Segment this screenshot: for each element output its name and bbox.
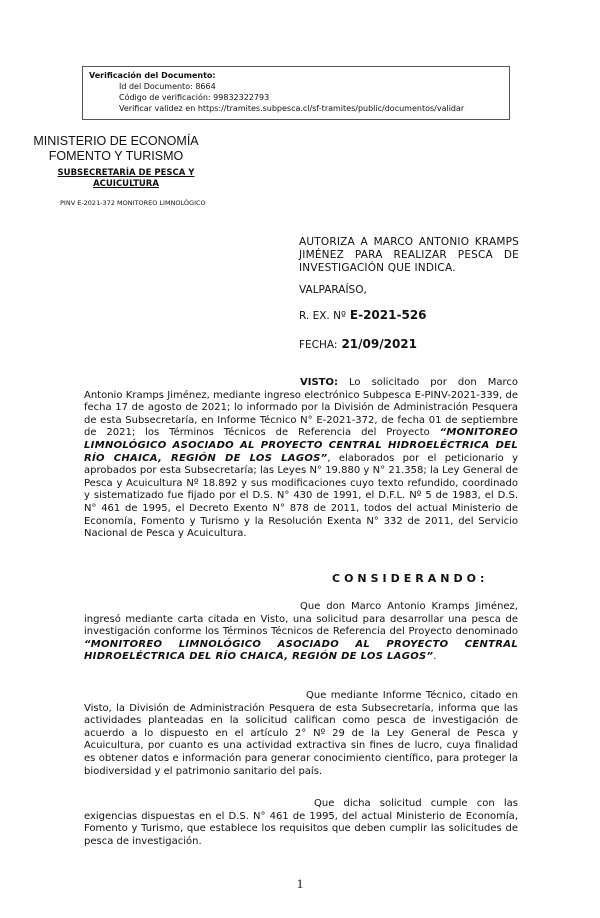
- rex-value: E-2021-526: [349, 308, 427, 322]
- considerando-paragraph-2: [84, 690, 518, 778]
- visto-paragraph: [84, 377, 518, 541]
- considerando-paragraph-3: [84, 798, 518, 848]
- considerando-1-project: “MONITOREO LIMNOLÓGICO ASOCIADO AL PROYECTO CENTRAL HIDROELÉCTRICA DEL RÍO CHAICA, REGIÓN DE LOS LAGOS”: [84, 638, 518, 663]
- considerando-3-text: Que dicha solicitud cumple con las exigencias dispuestas en el D.S. N° 461 de 1995, del actual Ministerio de Economía, Fomento y Turismo, que establece los requisitos que deben cumplir las solicitudes de pesca de investigación.: [84, 798, 518, 847]
- considerando-1-text: Que don Marco Antonio Kramps Jiménez, ingresó mediante carta citada en Visto, una solicitud para desarrollar una pesca de investigación conforme los Términos Técnicos de Referencia del Proyecto denominado: [84, 601, 518, 638]
- place: VALPARAÍSO,: [299, 284, 367, 296]
- verification-list: [89, 81, 503, 114]
- visto-text-a: Lo solicitado por don Marco Antonio Kramps Jiménez, mediante ingreso electrónico Subpesca E-PINV-2021-339, de fecha 17 de agosto de 2021; lo informado por la División de Administración Pesquera de esta Subsecretaría, en Informe Técnico N° E-2021-372, de fecha 01 de septiembre de 2021; los Términos Técnicos de Referencia del Proyecto: [84, 377, 518, 439]
- ministry-name: [30, 134, 202, 164]
- resolution-number: [299, 308, 427, 322]
- document-id: • Id del Documento: 8664: [119, 81, 503, 92]
- considerando-2-text: Que mediante Informe Técnico, citado en Visto, la División de Administración Pesquera de esta Subsecretaría, informa que las actividades planteadas en la solicitud califican como pesca de investigación de acuerdo a lo dispuesto en el artículo 2° Nº 29 de la Ley General de Pesca y Acuicultura, por cuanto es una actividad extractiva sin fines de lucro, cuya finalidad es obtener datos e información para generar conocimiento científico, para proteger la biodiversidad y el patrimonio sanitario del país.: [84, 690, 518, 777]
- ministry-line-1: MINISTERIO DE ECONOMÍA: [33, 134, 199, 148]
- page-number: 1: [296, 876, 304, 891]
- verification-url[interactable]: • Verificar validez en https://tramites.subpesca.cl/sf-tramites/public/documentos/validar: [119, 103, 503, 114]
- visto-text-b: , elaborados por el peticionario y aprobados por esta Subsecretaría; las Leyes N° 19.880 y N° 21.358; la Ley General de Pesca y Acuicultura Nº 18.892 y sus modificaciones cuyo texto refundido, coordinado y sistematizado fue fijado por el D.S. N° 430 de 1991, el D.F.L. Nº 5 de 1983, el D.S. N° 461 de 1995, el Decreto Exento N° 878 de 2011, todos del actual Ministerio de Economía, Fomento y Turismo y la Resolución Exenta N° 332 de 2011, del Servicio Nacional de Pesca y Acuicultura.: [84, 452, 518, 540]
- subsecretaria-name: SUBSECRETARÍA DE PESCA Y ACUICULTURA: [57, 168, 195, 189]
- rex-label: R. EX. Nº: [299, 310, 346, 322]
- fecha-label: FECHA:: [299, 339, 338, 351]
- considerando-paragraph-1: [84, 601, 518, 664]
- fecha-value: 21/09/2021: [341, 337, 417, 351]
- resolution-title: AUTORIZA A MARCO ANTONIO KRAMPS JIMÉNEZ PARA REALIZAR PESCA DE INVESTIGACIÓN QUE INDICA.: [299, 236, 519, 274]
- verification-title: Verificación del Documento:: [89, 71, 216, 80]
- considerando-1-end: .: [433, 651, 437, 663]
- considerando-heading: CONSIDERANDO:: [332, 572, 489, 585]
- verification-box: [82, 66, 510, 120]
- pinv-reference: PINV E-2021-372 MONITOREO LIMNOLÓGICO: [60, 199, 206, 207]
- ministry-line-2: FOMENTO Y TURISMO: [48, 149, 184, 163]
- visto-label: VISTO:: [300, 377, 338, 388]
- visto-project-name: “MONITOREO LIMNOLÓGICO ASOCIADO AL PROYECTO CENTRAL HIDROELÉCTRICA DEL RÍO CHAICA, REGIÓN DE LOS LAGOS”: [84, 427, 518, 464]
- resolution-date: [299, 337, 417, 351]
- verification-code: • Código de verificación: 99832322793: [119, 92, 503, 103]
